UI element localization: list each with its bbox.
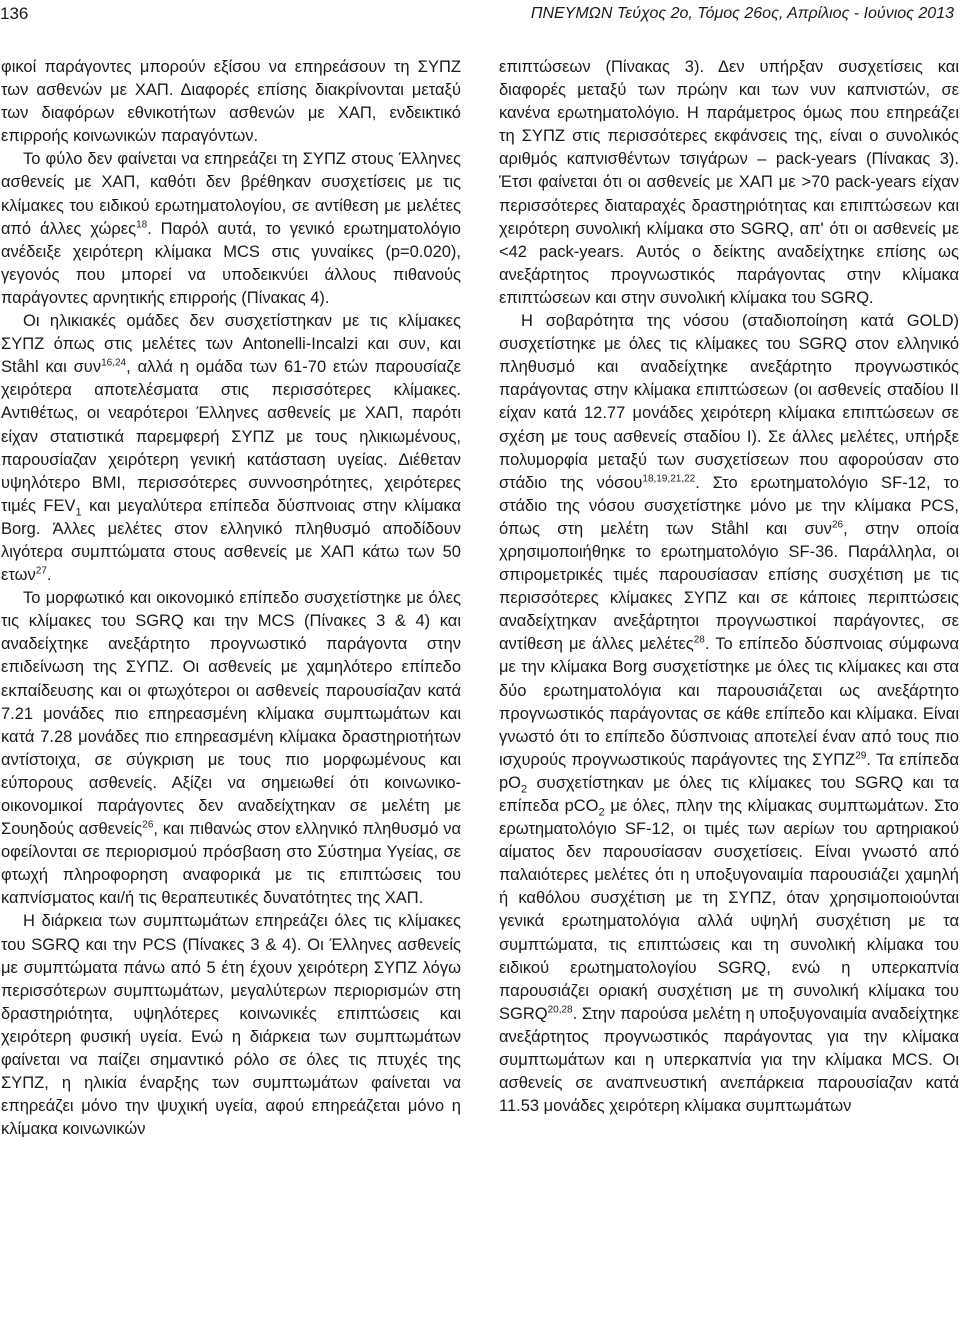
running-title: ΠΝΕΥΜΩΝ Τεύχος 2ο, Τόμος 26ος, Απρίλιος - Ιούνιος 2013 — [530, 5, 954, 22]
paragraph-text: με όλες, πλην της κλίμακας συμπτωμάτων. Στο ερωτηματολόγιο SF-12, οι τιμές των αερίων του αρτηριακού αίματος δεν παρουσίασαν συσχετίσεις. Είναι γνωστό από παλαιότερες μελέτες ότι η υποξυγοναιμία παρουσιάζει χαμηλή ή καθόλου συσχέτιση με τη ΣΥΠΖ, όταν χρησιμοποιούνται γενικά ερωτηματολόγια αλλά υψηλή συσχέτιση με τα συμπτώματα, τις επιπτώσεις και τη συνολική κλίμακα του ειδικού ερωτηματολογίου SGRQ, ενώ η υπερκαπνία παρουσιάζει οριακή συσχέτιση με τη συνολική κλίμακα του SGRQ — [499, 797, 959, 1023]
subscript: 2 — [598, 806, 605, 819]
paragraph-text: . Τα επίπεδα pO — [499, 750, 959, 792]
paragraph-text: επιπτώσεων (Πίνακας 3). Δεν υπήρξαν συσχετίσεις και διαφορές μεταξύ των πρώην και των νυν καπνιστών, σε κανένα ερωτηματολόγιο. Η παράμετρος όμως που επηρεάζει τη ΣΥΠΖ στις περισσότερες εκφάνσεις της, είναι ο συνολικός αριθμός καπνισθέντων τσιγάρων – pack-years (Πίνακας 3). Έτσι φαίνεται ότι οι ασθενείς με ΧΑΠ με >70 pack-years είχαν περισσότερες διαταραχές δραστηριότητας και επιπτώσεων και χειρότερη συνολική κλίμακα στο SGRQ, απ' ότι οι ασθενείς με <42 pack-years. Αυτός ο δείκτης αναδείχτηκε επίσης ως ανεξάρτητος προγνωστικός παράγοντας στην κλίμακα επιπτώσεων και στην συνολική κλίμακα του SGRQ. — [499, 58, 959, 307]
paragraph-text: . Στο ερωτηματολόγιο SF-12, το στάδιο της νόσου συσχετίστηκε μόνο με την κλίμακα PCS, όπως στη μελέτη των Ståhl και συν — [499, 473, 959, 538]
citation-ref: 26 — [142, 819, 154, 831]
page-number: 136 — [0, 4, 29, 23]
paragraph-text: . Το επίπεδο δύσπνοιας σύμφωνα με την κλίμακα Borg συσχετίστηκε με όλες τις κλίμακες και στα δύο ερωτηματολόγια και παρουσιάζεται ως ανεξάρτητο προγνωστικός παράγοντας σε κάθε επίπεδο και κλίμακα. Είναι γνωστό ότι το επίπεδο δύσπνοιας αποτελεί έναν από τους πιο ισχυρούς προγνωστικούς παράγοντες της ΣΥΠΖ — [499, 635, 960, 769]
citation-ref: 26 — [831, 519, 844, 531]
paragraph-text: Το φύλο δεν φαίνεται να επηρεάζει τη ΣΥΠΖ στους Έλληνες ασθενείς με ΧΑΠ, καθότι δεν βρέθηκαν συσχετίσεις με τις κλίμακες του ειδικού ερωτηματολογίου, σε αντίθεση με μελέτες από άλλες χώρες — [1, 150, 461, 238]
paragraph-text: . Στην παρούσα μελέτη η υποξυγοναιμία αναδείχτηκε ανεξάρτητος προγνωστικός παράγοντας για την κλίμακα συμπτωμάτων και η υπερκαπνία για την κλίμακα MCS. Οι ασθενείς σε αναπνευστική ανεπάρκεια παρουσίαζαν κατά 11.53 μονάδες χειρότερη κλίμακα συμπτωμάτων — [499, 1004, 959, 1116]
right-column — [499, 56, 959, 1118]
subscript: 2 — [521, 783, 528, 796]
citation-ref: 18,19,21,22 — [642, 473, 696, 485]
paragraph-text: Το μορφωτικό και οικονομικό επίπεδο συσχετίστηκε με όλες τις κλίμακες του SGRQ και την MCS (Πίνακες 3 & 4) και αναδείχτηκε ανεξάρτητο προγνωστικό παράγοντα στην επιδείνωση της ΣΥΠΖ. Οι ασθενείς με χαμηλότερο επίπεδο εκπαίδευσης και οι φτωχότεροι οι ασθενείς παρουσίαζαν κατά 7.21 μονάδες πιο επηρεασμένη κλίμακα συμπτωμάτων και κατά 7.28 μονάδες πιο επηρεασμένη κλίμακα δραστηριοτήτων αντίστοιχα, σε σύγκριση με τους πιο μορφωμένους και εύπορους ασθενείς. Αξίζει να σημειωθεί ότι κοινωνικο-οικονομικοί παράγοντες δεν αναδείχτηκαν σε μελέτη με Σουηδούς ασθενείς — [1, 589, 461, 839]
paragraph — [499, 310, 959, 1118]
paragraph — [1, 56, 461, 148]
paragraph-text: . Παρόλ αυτά, το γενικό ερωτηματολόγιο ανέδειξε χειρότερη κλίμακα MCS στις γυναίκες (p=0.020), γεγονός που μπορεί να υποδεικνύει άλλους πιθανούς παράγοντες αρνητικής επιρροής (Πίνακας 4). — [1, 219, 461, 307]
page-header — [0, 0, 960, 30]
paragraph-text: Οι ηλικιακές ομάδες δεν συσχετίστηκαν με τις κλίμακες ΣΥΠΖ όπως στις μελέτες των Antonelli-Incalzi και συν, και Ståhl και συν — [1, 312, 461, 377]
paragraph — [499, 56, 959, 310]
paragraph-text: Η σοβαρότητα της νόσου (σταδιοποίηση κατά GOLD) συσχετίστηκε με όλες τις κλίμακες του SGRQ στον ελληνικό πληθυσμό και αναδείχτηκε ανεξάρτητο προγνωστικός παράγοντας στην κλίμακα επιπτώσεων (οι ασθενείς σταδίου II είχαν κατά 12.77 μονάδες χειρότερη κλίμακα επιπτώσεων σε σχέση με τους ασθενείς σταδίου I). Σε άλλες μελέτες, υπήρξε πολυμορφία μεταξύ των συσχετίσεων που αφορούσαν στο στάδιο της νόσου — [499, 312, 959, 492]
paragraph — [1, 910, 461, 1141]
paragraph-text: , και πιθανώς στον ελληνικό πληθυσμό να οφείλονται σε περιορισμού πρόσβαση στο Σύστημα Υγείας, σε φτωχή πληροφορηση αναφορικά με τις επιπτώσεις του καπνίσματος και/ή τις θεραπευτικές δυνατότητες της ΧΑΠ. — [1, 820, 461, 908]
paragraph-text: , αλλά η ομάδα των 61-70 ετών παρουσίαζε χειρότερα αποτελέσματα στις περισσότερες κλίμακες. Αντιθέτως, οι νεαρότεροι Έλληνες ασθενείς με ΧΑΠ, παρότι είχαν στατιστικά παρεμφερή ΣΥΠΖ με τους ηλικιωμένους, παρουσίαζαν χειρότερη γενική κατάσταση υγείας. Διέθεταν υψηλότερο BMI, περισσότερες συννοσηρότητες, χειρότερες τιμές FEV — [1, 358, 461, 515]
citation-ref: 29 — [855, 750, 867, 762]
citation-ref: 18 — [136, 219, 148, 231]
paragraph-text: συσχετίστηκαν με όλες τις κλίμακες του SGRQ και τα επίπεδα pCO — [499, 773, 959, 815]
paragraph-text: και μεγαλύτερα επίπεδα δύσπνοιας στην κλίμακα Borg. Άλλες μελέτες στον ελληνικό πληθυσμό αποδίδουν λιγότερα συμπτώματα στους ασθενείς με ΧΑΠ κάτω των 50 ετων — [1, 496, 462, 585]
citation-ref: 20,28 — [547, 1004, 573, 1016]
citation-ref: 28 — [693, 634, 705, 646]
citation-ref: 27 — [35, 565, 47, 577]
paragraph — [1, 310, 461, 587]
paragraph — [1, 587, 461, 910]
subscript: 1 — [75, 506, 82, 519]
paragraph-text: φικοί παράγοντες μπορούν εξίσου να επηρεάσουν τη ΣΥΠΖ των ασθενών με ΧΑΠ. Διαφορές επίσης διακρίνονται μεταξύ των διαφόρων εθνικοτήτων ασθενών με ΧΑΠ, ενδεικτικό επιρροής κοινωνικών παραγόντων. — [1, 58, 461, 146]
paragraph-text: . — [46, 566, 52, 585]
paragraph — [1, 148, 461, 310]
paragraph-text: Η διάρκεια των συμπτωμάτων επηρεάζει όλες τις κλίμακες του SGRQ και την PCS (Πίνακες 3 & 4). Οι Έλληνες ασθενείς με συμπτώματα πάνω από 5 έτη έχουν χειρότερη ΣΥΠΖ λόγω περισσότερων συμπτωμάτων, μεγαλύτερων περιορισμών στη δραστηριότητα, υψηλότερες κοινωνικές επιπτώσεις και χειρότερη φυσική υγεία. Ενώ η διάρκεια των συμπτωμάτων φαίνεται να παίζει σημαντικό ρόλο σε όλες τις πτυχές της ΣΥΠΖ, η ηλικία έναρξης των συμπτωμάτων φαίνεται να επηρεάζει μόνο την ψυχική υγεία, αφού επηρεάζεται μόνο η κλίμακα κοινωνικών — [1, 912, 461, 1139]
left-column — [1, 56, 461, 1141]
citation-ref: 16,24 — [101, 357, 127, 369]
paragraph-text: , στην οποία χρησιμοποιήθηκε το ερωτηματολόγιο SF-36. Παράλληλα, οι σπιρομετρικές τιμές παρουσίασαν επίσης συσχέτιση με τις περισσότερες κλίμακες ΣΥΠΖ και σε κάποιες περιπτώσεις αναδείχτηκαν ανεξάρτητοι προγνωστικοί παράγοντες, σε αντίθεση με άλλες μελέτες — [499, 519, 959, 654]
